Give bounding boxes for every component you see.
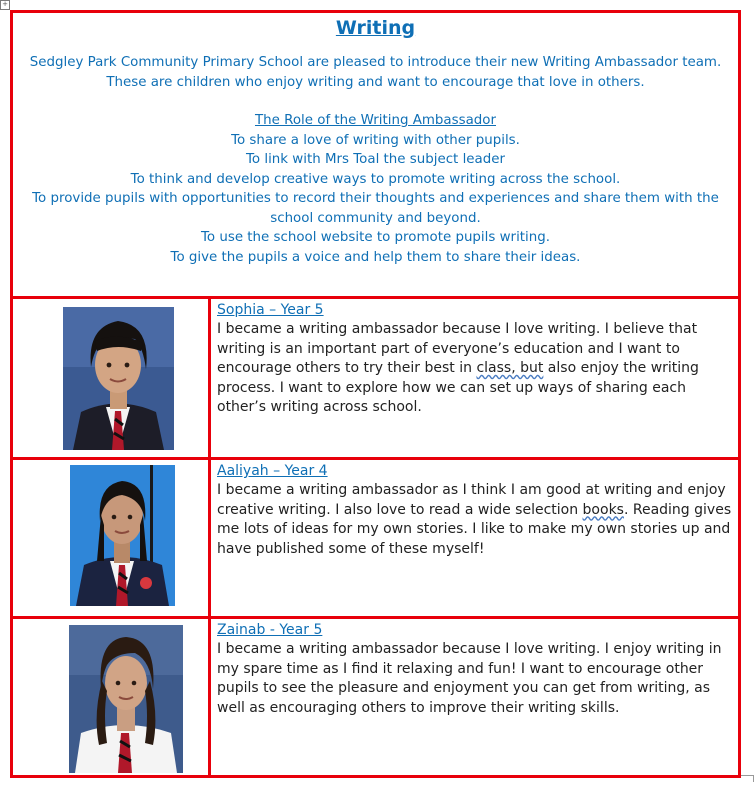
ambassador-photo <box>69 625 183 773</box>
ambassador-name[interactable]: Zainab - Year 5 <box>217 622 323 638</box>
ambassador-description: I became a writing ambassador because I love writing. I believe that writing is an important part of everyone’s education and I want to encourage others to try their best in class, but also enjoy the writing process. I want to explore how we can set up ways of sharing each other’s writing across school. <box>217 321 699 415</box>
ambassador-text <box>217 460 733 559</box>
ambassador-text <box>217 299 733 418</box>
role-item: To give the pupils a voice and help them to share their ideas. <box>170 249 581 265</box>
ambassador-photo <box>63 307 174 450</box>
ambassador-row <box>13 460 738 616</box>
header-section <box>13 13 738 296</box>
role-list <box>13 131 738 268</box>
ambassador-row <box>13 619 738 775</box>
ambassador-name[interactable]: Sophia – Year 5 <box>217 302 324 318</box>
ambassador-text <box>217 619 733 718</box>
role-item: To provide pupils with opportunities to record their thoughts and experiences and share them with the school community and beyond. <box>32 191 719 226</box>
table-resize-handle[interactable] <box>741 775 754 782</box>
role-item: To use the school website to promote pupils writing. <box>201 230 550 245</box>
role-heading: The Role of the Writing Ambassador <box>254 113 496 128</box>
ambassador-photo <box>70 465 175 606</box>
ambassador-name[interactable]: Aaliyah – Year 4 <box>217 463 328 479</box>
move-anchor-icon[interactable]: + <box>0 0 10 10</box>
ambassador-row <box>13 299 738 457</box>
grammar-flag[interactable]: class, but <box>476 360 544 376</box>
role-item: To link with Mrs Toal the subject leader <box>246 152 505 167</box>
ambassador-description: I became a writing ambassador because I love writing. I enjoy writing in my spare time as I find it relaxing and fun! I want to encourage other pupils to see the pleasure and enjoyment you can get from writing, as well as encouraging others to improve their writing skills. <box>217 641 722 716</box>
grammar-flag[interactable]: books <box>582 501 624 518</box>
role-item: To think and develop creative ways to promote writing across the school. <box>130 171 621 187</box>
role-item: To share a love of writing with other pupils. <box>231 132 520 148</box>
intro-paragraph: Sedgley Park Community Primary School are pleased to introduce their new Writing Ambassador team. These are children who enjoy writing and want to encourage that love in others. <box>29 55 722 90</box>
page-title: Writing <box>335 17 416 39</box>
ambassador-description: I became a writing ambassador as I think I am good at writing and enjoy creative writing. I also love to read a wide selection books. Reading gives me lots of ideas for my own stories. I like to make my own stories up and have published some of these myself! <box>217 482 732 557</box>
